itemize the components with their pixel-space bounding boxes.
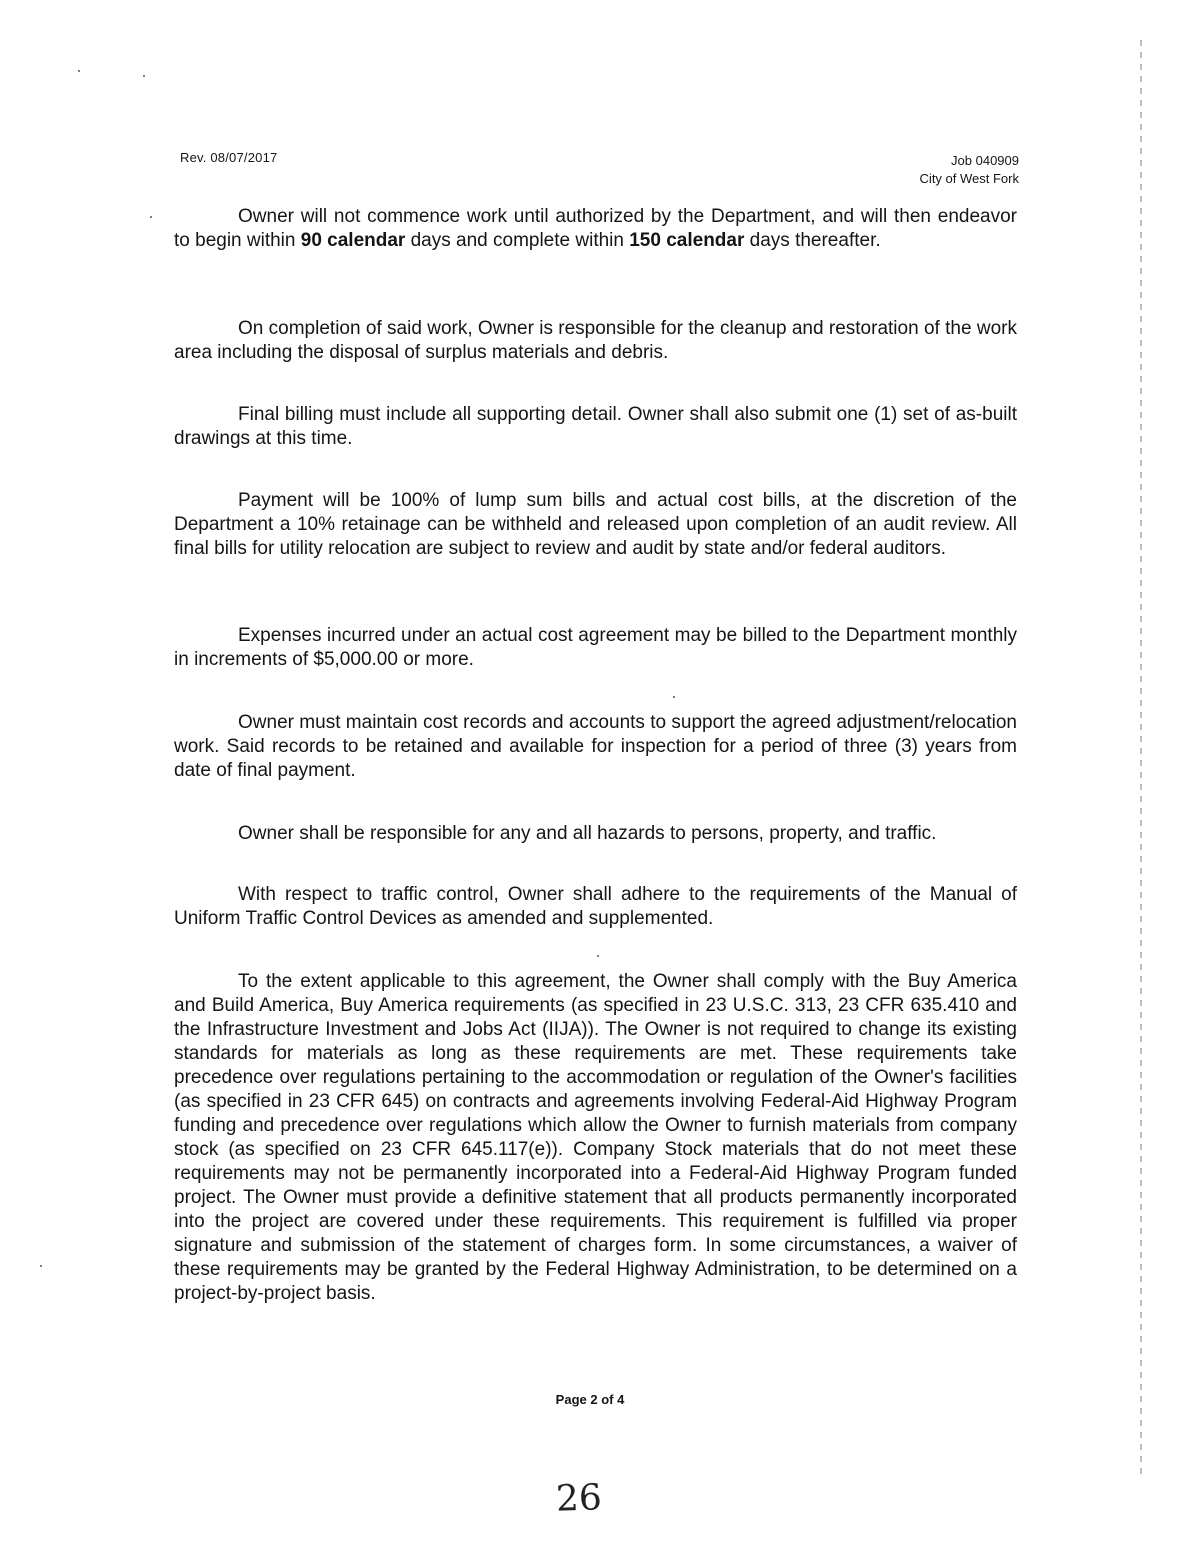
scan-speck [150,216,152,218]
scan-speck [78,70,80,72]
scan-speck [673,696,675,698]
paragraph-cleanup: On completion of said work, Owner is responsible for the cleanup and restoration of the work area including the disposal of surplus materials and debris. [174,318,1017,363]
scan-edge-artifact [1140,40,1142,1480]
job-number: Job 040909 [951,153,1019,168]
paragraph-cost-records: Owner must maintain cost records and accounts to support the agreed adjustment/relocation work. Said records to be retained and available for inspection for a period of three (3) years from date of final payment. [174,712,1017,781]
paragraph-expenses: Expenses incurred under an actual cost agreement may be billed to the Department monthly in increments of $5,000.00 or more. [174,625,1017,670]
handwritten-page-number: 26 [555,1477,603,1520]
scan-speck [143,75,145,77]
page-number: Page 2 of 4 [555,1392,625,1407]
paragraph-traffic-control: With respect to traffic control, Owner shall adhere to the requirements of the Manual of Uniform Traffic Control Devices as amended and supplemented. [174,884,1017,929]
paragraph-hazards: Owner shall be responsible for any and all hazards to persons, property, and traffic. [238,823,937,844]
paragraph-final-billing: Final billing must include all supporting detail. Owner shall also submit one (1) set of as-built drawings at this time. [174,404,1017,449]
scan-speck [40,1265,42,1267]
job-header [920,152,1019,188]
begin-days: 90 calendar [300,230,406,251]
paragraph-work-schedule: Owner will not commence work until authorized by the Department, and will then endeavor to begin within 90 calendar days and complete within 150 calendar days thereafter. [174,206,1017,251]
revision-date: Rev. 08/07/2017 [180,150,278,165]
scan-speck [597,955,599,957]
city-name: City of West Fork [919,171,1019,186]
paragraph-payment: Payment will be 100% of lump sum bills and actual cost bills, at the discretion of the Department a 10% retainage can be withheld and released upon completion of an audit review. All final bills for utility relocation are subject to review and audit by state and/or federal auditors. [174,490,1017,559]
paragraph-buy-america: To the extent applicable to this agreement, the Owner shall comply with the Buy America and Build America, Buy America requirements (as specified in 23 U.S.C. 313, 23 CFR 635.410 and the Infrastructure Investment and Jobs Act (IIJA)). The Owner is not required to change its existing standards for materials as long as these requirements are met. These requirements take precedence over regulations pertaining to the accommodation or regulation of the Owner's facilities (as specified in 23 CFR 645) on contracts and agreements involving Federal-Aid Highway Program funding and precedence over regulations which allow the Owner to furnish materials from company stock (as specified on 23 CFR 645.117(e)). Company Stock materials that do not meet these requirements may not be permanently incorporated into a Federal-Aid Highway Program funded project. The Owner must provide a definitive statement that all products permanently incorporated into the project are covered under these requirements. This requirement is fulfilled via proper signature and submission of the statement of charges form. In some circumstances, a waiver of these requirements may be granted by the Federal Highway Administration, to be determined on a project-by-project basis. [174,971,1017,1304]
complete-days: 150 calendar [629,230,745,251]
